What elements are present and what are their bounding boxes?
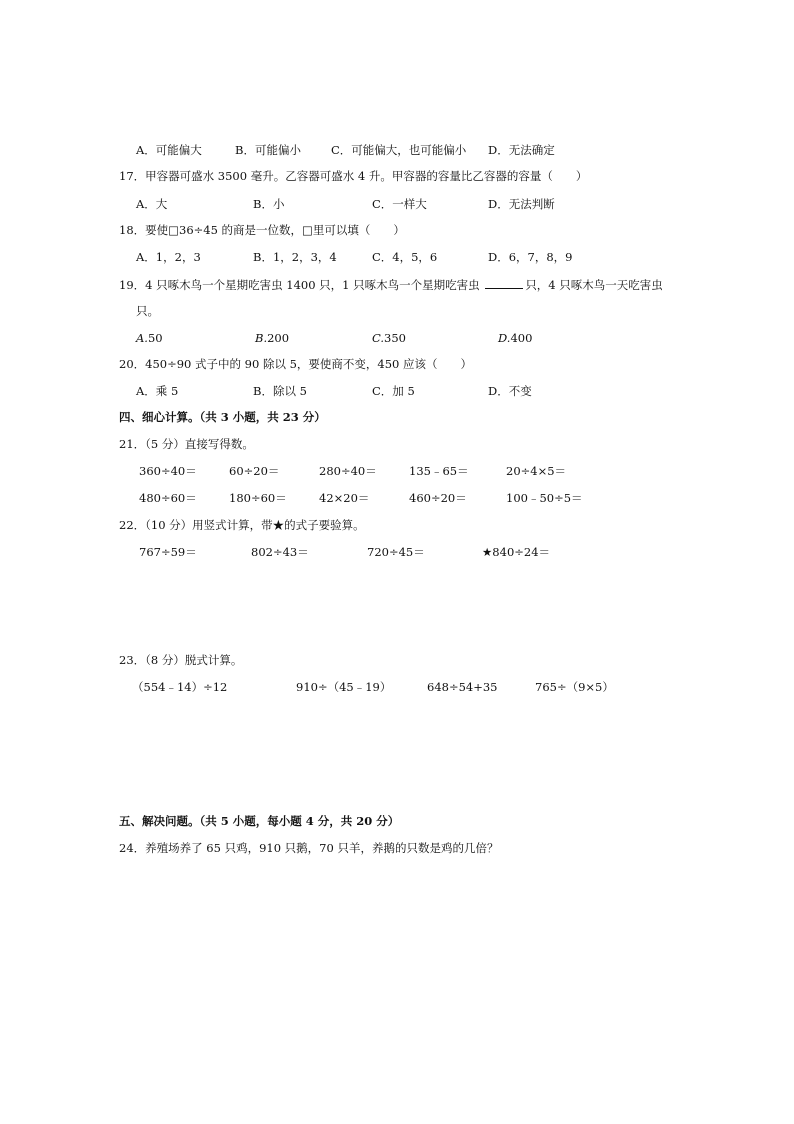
q20-option-b: B．除以 5: [253, 384, 307, 398]
q18-option-b: B．1，2，3，4: [253, 250, 337, 264]
q19-stem: [119, 279, 663, 292]
q21-row2-item: 480÷60＝: [139, 491, 197, 505]
q17-option-b: B．小: [253, 197, 285, 211]
q19-stem-post: 只，4 只啄木鸟一天吃害虫: [525, 278, 663, 292]
q23-item: 765÷（9×5）: [535, 680, 614, 694]
q18-option-c: C．4，5，6: [372, 250, 438, 264]
q18-option-d: D．6，7，8，9: [488, 250, 573, 264]
q21-row1-item: 60÷20＝: [229, 464, 280, 478]
q21-row1-item: 20÷4×5＝: [506, 464, 567, 478]
q21-row1-item: 360÷40＝: [139, 464, 197, 478]
q18-option-a: A．1，2，3: [136, 250, 201, 264]
q18-stem: 18．要使□36÷45 的商是一位数，□里可以填（ ）: [119, 223, 405, 237]
q21-row2-item: 180÷60＝: [229, 491, 287, 505]
q19-option-a-value: 50: [147, 331, 163, 345]
q20-stem: 20．450÷90 式子中的 90 除以 5，要使商不变，450 应该（ ）: [119, 357, 473, 371]
q22-item: 720÷45＝: [367, 545, 425, 559]
q21-row1-item: 135﹣65＝: [409, 464, 469, 478]
q21-row2-item: 460÷20＝: [409, 491, 467, 505]
q19-stem-line2: 只。: [136, 304, 159, 318]
q23-item: 910÷（45﹣19）: [296, 680, 392, 694]
q21-row2-item: 100﹣50÷5＝: [506, 491, 583, 505]
q19-option-a: [136, 333, 163, 345]
q19-option-c-letter: C.: [372, 331, 385, 345]
q19-option-b-letter: B.: [255, 331, 268, 345]
q21-row1-item: 280÷40＝: [319, 464, 377, 478]
q19-option-c: [372, 333, 406, 345]
q20-option-d: D．不变: [488, 384, 532, 398]
q23-item: 648÷54+35: [427, 680, 498, 694]
q19-option-d-value: 400: [510, 331, 533, 345]
q17-option-a: A．大: [136, 197, 168, 211]
q24-stem: 24．养殖场养了 65 只鸡，910 只鹅，70 只羊，养鹅的只数是鸡的几倍？: [119, 841, 499, 855]
q19-option-b: [255, 333, 289, 345]
q16-option-b: B．可能偏小: [235, 143, 301, 157]
section-5-heading: 五、解决问题。（共 5 小题，每小题 4 分，共 20 分）: [119, 814, 400, 828]
q20-option-c: C．加 5: [372, 384, 415, 398]
section-4-heading: 四、细心计算。（共 3 小题，共 23 分）: [119, 410, 326, 424]
q16-option-c: C．可能偏大，也可能偏小: [331, 143, 467, 157]
q21-stem: 21．（5 分）直接写得数。: [119, 437, 254, 451]
q19-option-d-letter: D.: [498, 331, 511, 345]
q22-item: 767÷59＝: [139, 545, 197, 559]
q21-row2-item: 42×20＝: [319, 491, 370, 505]
q19-stem-pre: 19．4 只啄木鸟一个星期吃害虫 1400 只，1 只啄木鸟一个星期吃害虫: [119, 278, 480, 292]
q22-item: ★840÷24＝: [482, 545, 551, 559]
q19-option-d: [498, 333, 532, 345]
q19-blank: [485, 279, 523, 289]
q17-option-d: D．无法判断: [488, 197, 555, 211]
q16-option-a: A．可能偏大: [136, 143, 202, 157]
q17-option-c: C．一样大: [372, 197, 427, 211]
q16-option-d: D．无法确定: [488, 143, 555, 157]
q19-option-a-letter: A.: [136, 331, 148, 345]
q23-item: （554﹣14）÷12: [132, 680, 228, 694]
q20-option-a: A．乘 5: [136, 384, 179, 398]
q22-item: 802÷43＝: [251, 545, 309, 559]
q17-stem: 17．甲容器可盛水 3500 毫升。乙容器可盛水 4 升。甲容器的容量比乙容器的容量（ ）: [119, 169, 588, 183]
q22-stem: 22．（10 分）用竖式计算，带★的式子要验算。: [119, 518, 365, 532]
q19-option-b-value: 200: [267, 331, 290, 345]
q19-option-c-value: 350: [384, 331, 406, 345]
q23-stem: 23．（8 分）脱式计算。: [119, 653, 243, 667]
